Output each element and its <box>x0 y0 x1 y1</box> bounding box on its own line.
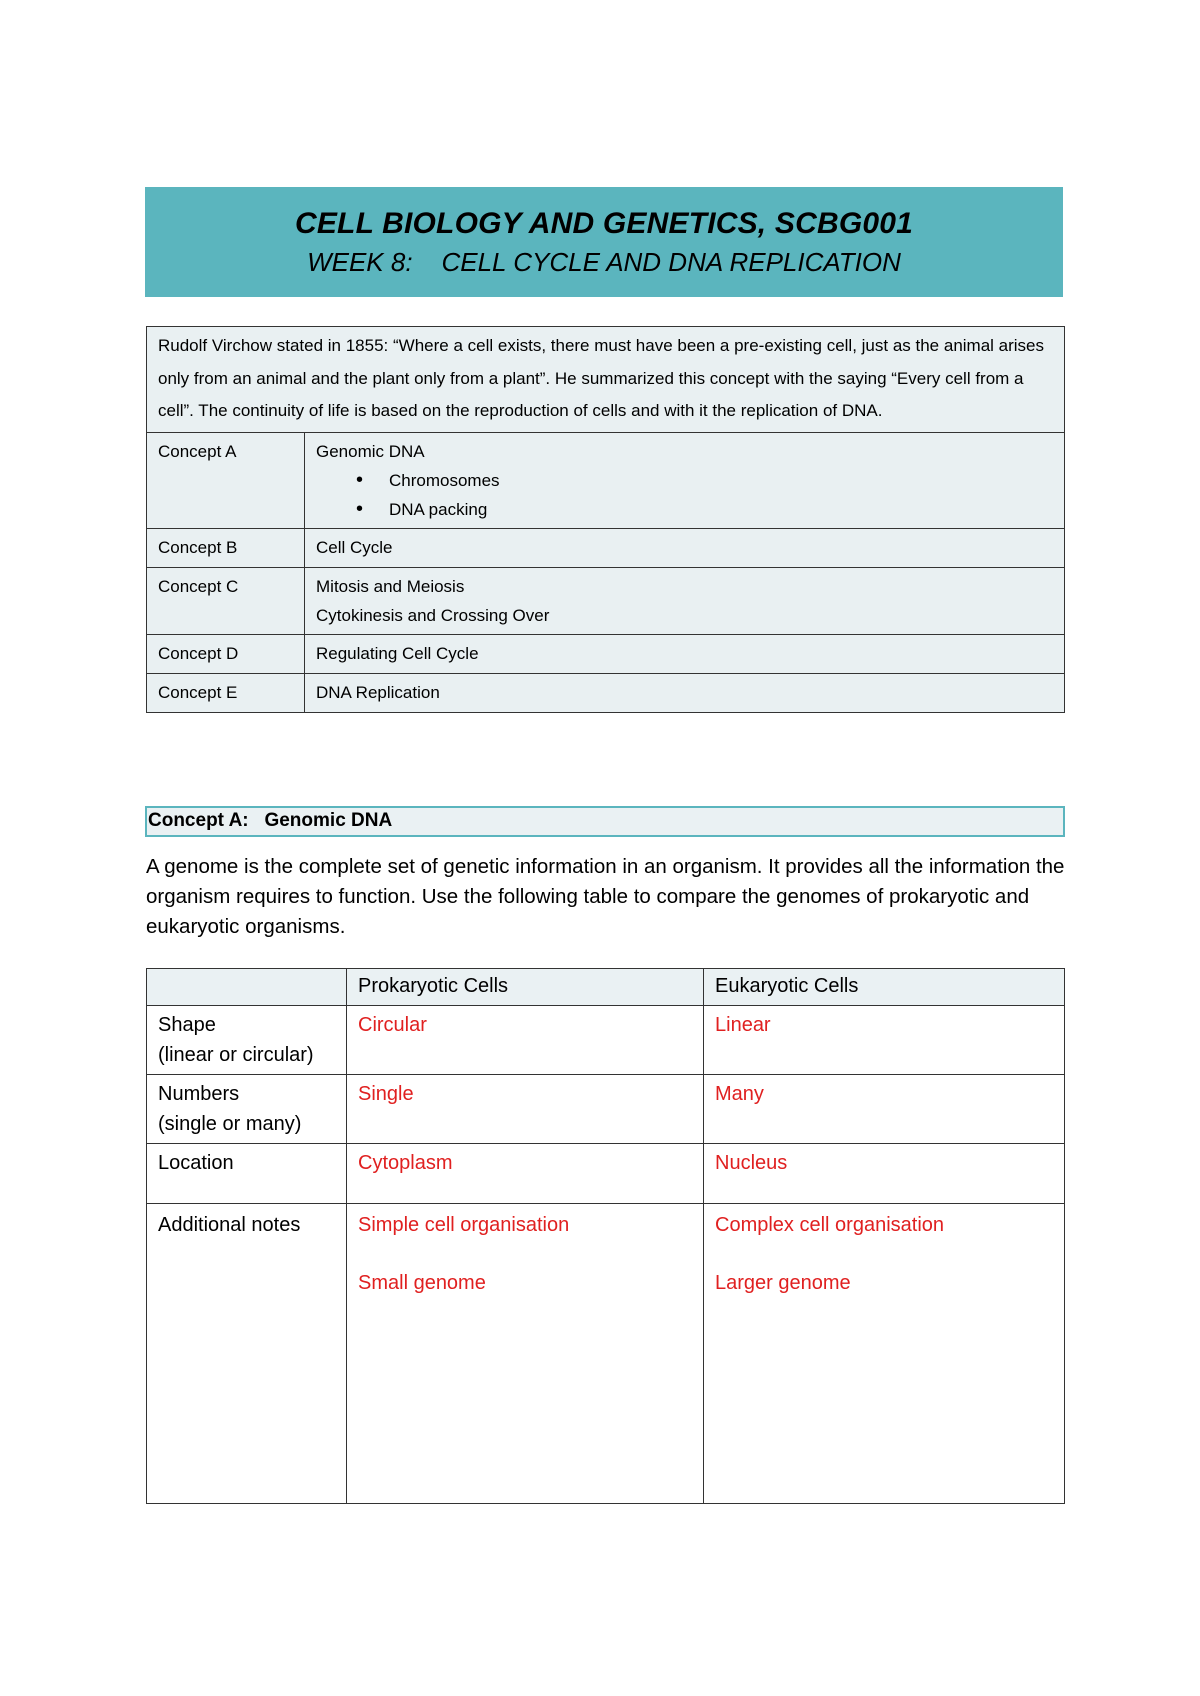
answer-cell: Cytoplasm <box>347 1144 704 1204</box>
header-prokaryotic: Prokaryotic Cells <box>347 969 704 1006</box>
concept-a-row <box>147 432 1065 528</box>
answer-cell: Many <box>704 1075 1065 1144</box>
section-paragraph: A genome is the complete set of genetic information in an organism. It provides all the information the organism requires to function. Use the following table to compare the genomes of prokaryotic and eukaryotic organisms. <box>146 855 1065 938</box>
concept-b-row <box>147 528 1065 567</box>
table-row <box>147 1075 1065 1144</box>
intro-row <box>147 327 1065 433</box>
concept-d-row <box>147 634 1065 673</box>
answer-line: Simple cell organisation <box>358 1214 570 1236</box>
row-label-line: Numbers <box>158 1083 240 1105</box>
row-label <box>147 1006 347 1075</box>
document-subtitle: WEEK 8: CELL CYCLE AND DNA REPLICATION <box>307 247 901 277</box>
concept-e-topic: DNA Replication <box>305 673 1065 712</box>
spacer <box>715 1240 1053 1268</box>
overview-table <box>146 326 1065 713</box>
answer-line: Small genome <box>358 1272 486 1294</box>
title-banner <box>145 187 1063 297</box>
concept-c-line2: Cytokinesis and Crossing Over <box>316 605 550 625</box>
concept-e-row <box>147 673 1065 712</box>
concept-c-label: Concept C <box>147 567 305 634</box>
concept-d-topic: Regulating Cell Cycle <box>305 634 1065 673</box>
row-label-line: Shape <box>158 1014 216 1036</box>
answer-cell: Single <box>347 1075 704 1144</box>
header-empty-cell <box>147 969 347 1006</box>
table-row <box>147 1144 1065 1204</box>
intro-text: Rudolf Virchow stated in 1855: “Where a cell exists, there must have been a pre-existing cell, just as the animal arises only from an animal and the plant only from a plant”. He summarized this concept with the saying “Every cell from a cell”. The continuity of life is based on the reproduction of cells and with it the replication of DNA. <box>147 327 1065 433</box>
table-row <box>147 1204 1065 1504</box>
concept-e-label: Concept E <box>147 673 305 712</box>
concept-d-label: Concept D <box>147 634 305 673</box>
row-label-line: (linear or circular) <box>158 1044 314 1066</box>
document-title: CELL BIOLOGY AND GENETICS, SCBG001 <box>294 207 914 240</box>
answer-cell: Circular <box>347 1006 704 1075</box>
section-heading: Concept A: Genomic DNA <box>145 806 1065 837</box>
answer-cell: Linear <box>704 1006 1065 1075</box>
bullet-item: • Chromosomes <box>356 466 1053 495</box>
answer-line: Larger genome <box>715 1272 851 1294</box>
concept-a-bullets <box>316 466 1053 524</box>
bullet-item: • DNA packing <box>356 495 1053 524</box>
row-label: Location <box>147 1144 347 1204</box>
row-label <box>147 1075 347 1144</box>
answer-cell: Nucleus <box>704 1144 1065 1204</box>
concept-b-label: Concept B <box>147 528 305 567</box>
table-header-row <box>147 969 1065 1006</box>
concept-b-topic: Cell Cycle <box>305 528 1065 567</box>
spacer <box>358 1240 692 1268</box>
header-eukaryotic: Eukaryotic Cells <box>704 969 1065 1006</box>
row-label-line: (single or many) <box>158 1113 302 1135</box>
table-row <box>147 1006 1065 1075</box>
answer-cell <box>704 1204 1065 1504</box>
concept-c-row <box>147 567 1065 634</box>
concept-c-line1: Mitosis and Meiosis <box>316 576 465 596</box>
row-label: Additional notes <box>147 1204 347 1504</box>
comparison-table <box>146 968 1065 1504</box>
concept-c-cell <box>305 567 1065 634</box>
answer-line: Complex cell organisation <box>715 1214 945 1236</box>
answer-cell <box>347 1204 704 1504</box>
concept-a-cell <box>305 432 1065 528</box>
concept-a-topic: Genomic DNA <box>316 441 425 461</box>
concept-a-label: Concept A <box>147 432 305 528</box>
